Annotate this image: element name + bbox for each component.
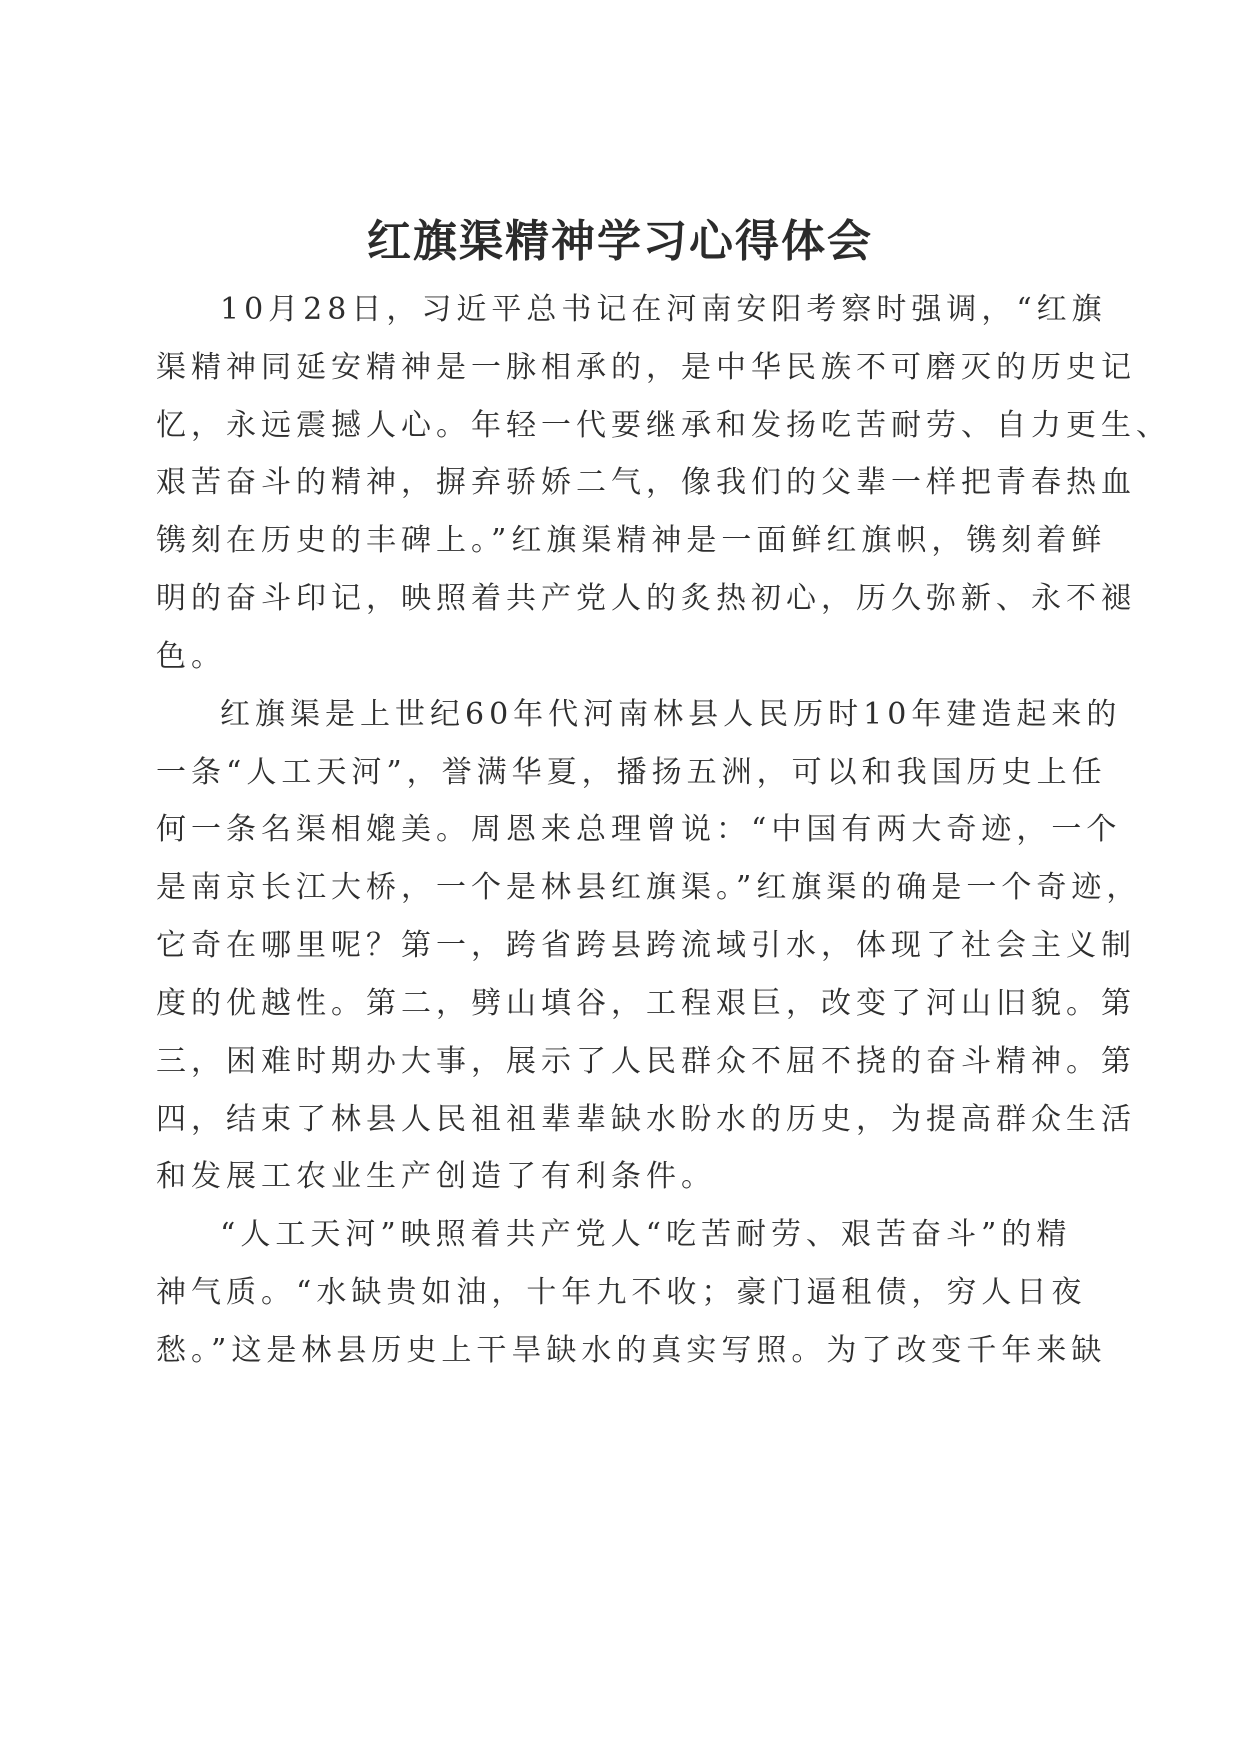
paragraph-3-line-3: 愁。”这是林县历史上干旱缺水的真实写照。为了改变千年来缺 bbox=[156, 1333, 1107, 1368]
paragraph-1-line-7: 色。 bbox=[156, 639, 226, 674]
paragraph-3-line-1: “人工天河”映照着共产党人“吃苦耐劳、艰苦奋斗”的精 bbox=[220, 1217, 1072, 1252]
paragraph-1-line-5: 镌刻在历史的丰碑上。”红旗渠精神是一面鲜红旗帜，镌刻着鲜 bbox=[156, 523, 1107, 558]
paragraph-2-line-6: 度的优越性。第二，劈山填谷，工程艰巨，改变了河山旧貌。第 bbox=[156, 986, 1136, 1021]
paragraph-2-line-4: 是南京长江大桥，一个是林县红旗渠。”红旗渠的确是一个奇迹， bbox=[156, 870, 1142, 905]
paragraph-2-line-3: 何一条名渠相媲美。周恩来总理曾说：“中国有两大奇迹，一个 bbox=[156, 812, 1122, 847]
paragraph-2-line-8: 四，结束了林县人民祖祖辈辈缺水盼水的历史，为提高群众生活 bbox=[156, 1102, 1136, 1137]
paragraph-2-line-7: 三，困难时期办大事，展示了人民群众不屈不挠的奋斗精神。第 bbox=[156, 1044, 1136, 1079]
paragraph-2-line-2: 一条“人工天河”，誉满华夏，播扬五洲，可以和我国历史上任 bbox=[156, 755, 1107, 790]
paragraph-1-line-4: 艰苦奋斗的精神，摒弃骄娇二气，像我们的父辈一样把青春热血 bbox=[156, 465, 1136, 500]
document-title: 红旗渠精神学习心得体会 bbox=[367, 216, 873, 267]
paragraph-3-line-2: 神气质。“水缺贵如油，十年九不收；豪门逼租债，穷人日夜 bbox=[156, 1275, 1087, 1310]
paragraph-1-line-1: 10月28日，习近平总书记在河南安阳考察时强调，“红旗 bbox=[220, 292, 1107, 327]
paragraph-2-line-1: 红旗渠是上世纪60年代河南林县人民历时10年建造起来的 bbox=[220, 697, 1122, 732]
paragraph-1-line-3: 忆，永远震撼人心。年轻一代要继承和发扬吃苦耐劳、自力更生、 bbox=[156, 408, 1171, 443]
paragraph-1-line-2: 渠精神同延安精神是一脉相承的，是中华民族不可磨灭的历史记 bbox=[156, 350, 1136, 385]
paragraph-2-line-9: 和发展工农业生产创造了有利条件。 bbox=[156, 1159, 716, 1194]
paragraph-2-line-5: 它奇在哪里呢？第一，跨省跨县跨流域引水，体现了社会主义制 bbox=[156, 928, 1136, 963]
paragraph-1-line-6: 明的奋斗印记，映照着共产党人的炙热初心，历久弥新、永不褪 bbox=[156, 581, 1136, 616]
